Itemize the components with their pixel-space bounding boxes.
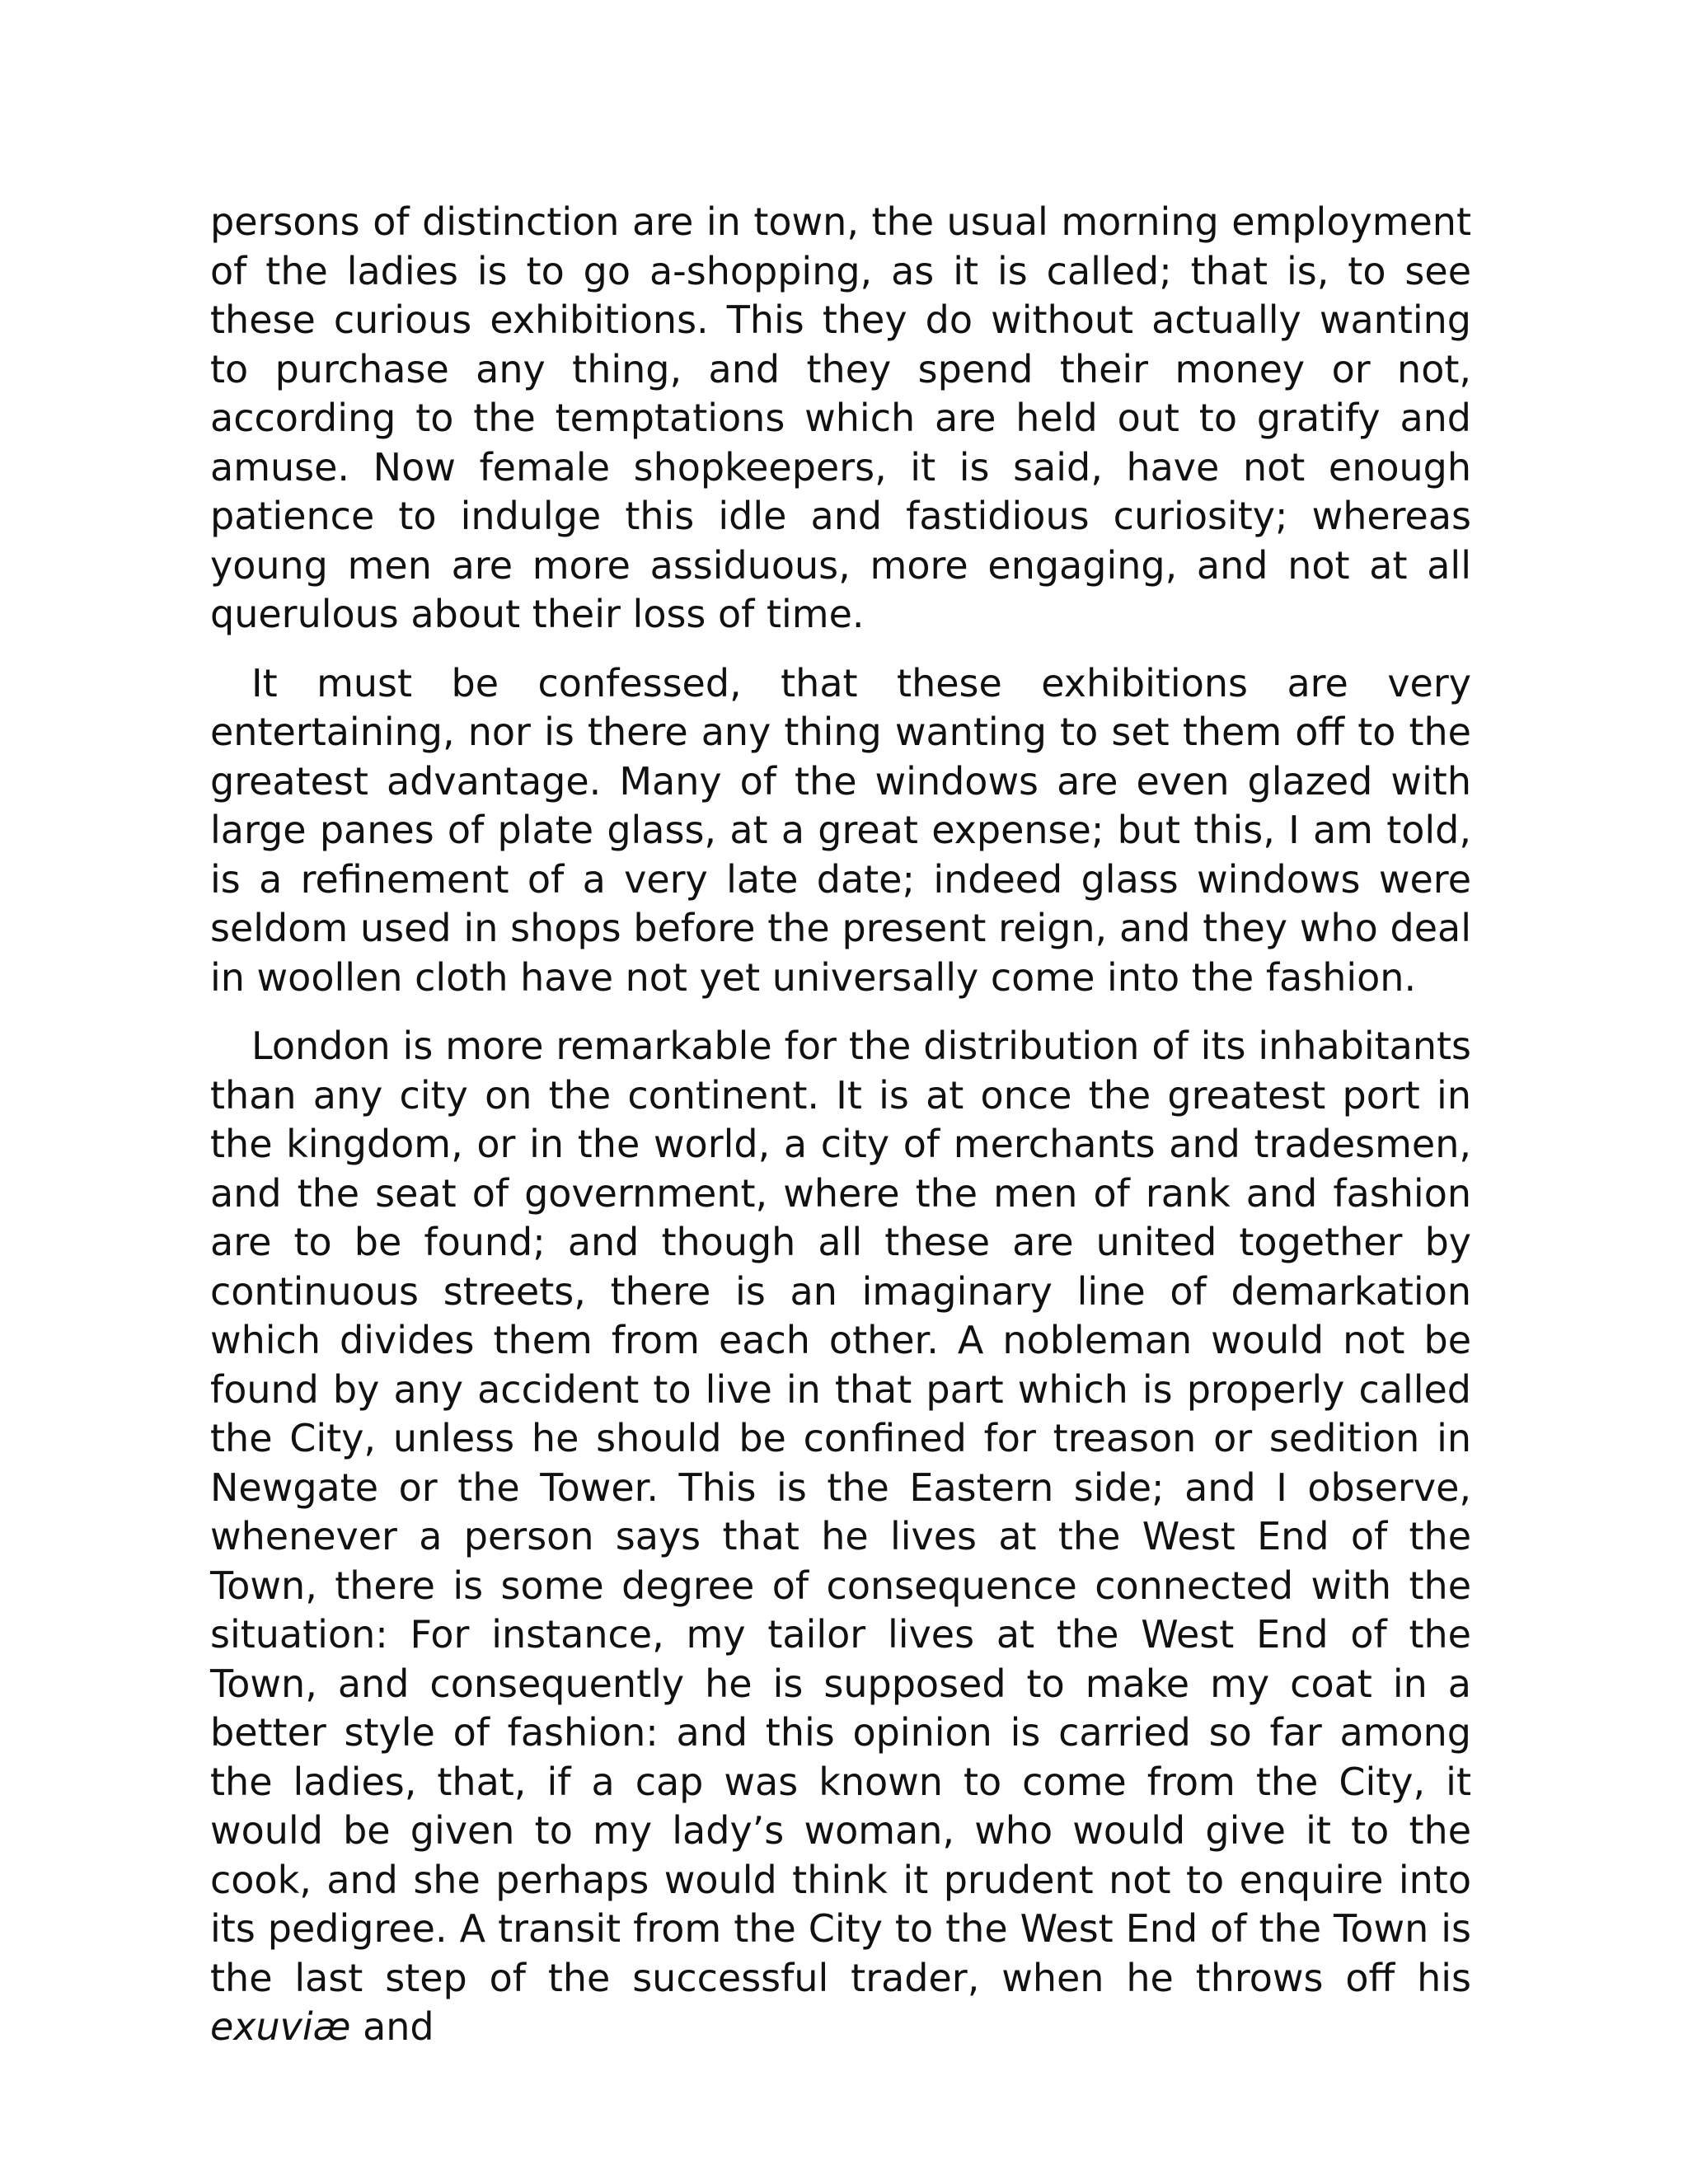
paragraph-2: It must be confessed, that these exhibitions are very entertaining, nor is there any thing wanting to set them off to the greatest advantage. Many of the windows are even glazed with large panes of plate glass, at a great expense; but this, I am told, is a refinement of a very late date; indeed glass windows were seldom used in shops before the present reign, and they who deal in woollen cloth have not yet universally come into the fashion. <box>210 660 1471 1000</box>
paragraph-3 <box>210 1022 1471 2052</box>
italic-term: exuviæ <box>210 2004 351 2049</box>
paragraph-3-tail: and <box>350 2004 434 2049</box>
paragraph-3-text: London is more remarkable for the distribution of its inhabitants than any city on the continent. It is at once the greatest port in the kingdom, or in the world, a city of merchants and tradesmen, and the seat of government, where the men of rank and fashion are to be found; and though all these are united together by continuous streets, there is an imaginary line of demarkation which divides them from each other. A nobleman would not be found by any accident to live in that part which is properly called the City, unless he should be confined for treason or sedition in Newgate or the Tower. This is the Eastern side; and I observe, whenever a person says that he lives at the West End of the Town, there is some degree of consequence connected with the situation: For instance, my tailor lives at the West End of the Town, and consequently he is supposed to make my coat in a better style of fashion: and this opinion is carried so far among the ladies, that, if a cap was known to come from the City, it would be given to my lady’s woman, who would give it to the cook, and she perhaps would think it prudent not to enquire into its pedigree. A transit from the City to the West End of the Town is the last step of the successful trader, when he throws off his <box>210 1024 1471 2000</box>
body-text <box>210 198 1471 2052</box>
paragraph-1: persons of distinction are in town, the usual morning employment of the ladies is to go a-shopping, as it is called; that is, to see these curious exhibitions. This they do without actually wanting to purchase any thing, and they spend their money or not, according to the temptations which are held out to gratify and amuse. Now female shopkeepers, it is said, have not enough patience to indulge this idle and fastidious curiosity; whereas young men are more assiduous, more engaging, and not at all querulous about their loss of time. <box>210 199 1471 636</box>
